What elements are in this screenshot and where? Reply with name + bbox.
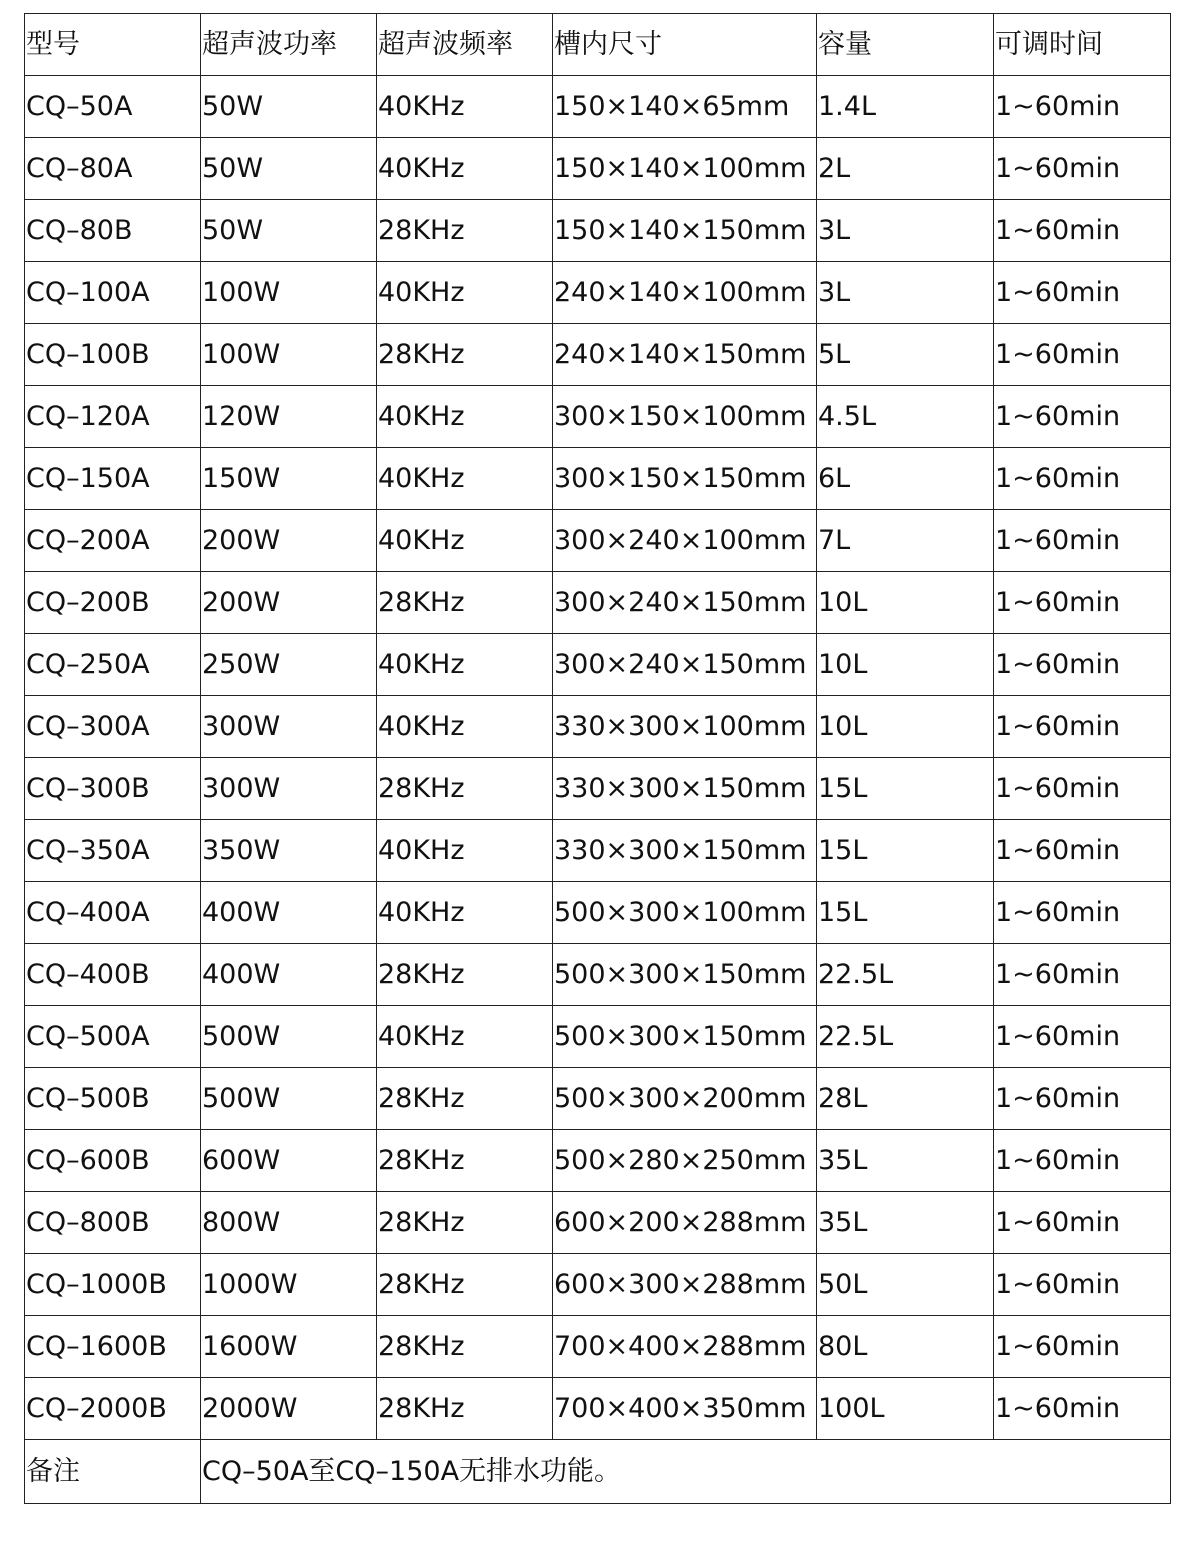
table-row bbox=[25, 882, 1171, 944]
cell-time: 1~60min bbox=[994, 696, 1171, 758]
cell-tank-size: 300×150×150mm bbox=[553, 448, 817, 510]
table-row bbox=[25, 200, 1171, 262]
cell-tank-size: 500×300×150mm bbox=[553, 944, 817, 1006]
cell-power: 350W bbox=[201, 820, 377, 882]
cell-frequency: 28KHz bbox=[377, 200, 553, 262]
table-row bbox=[25, 1378, 1171, 1440]
table-row bbox=[25, 1130, 1171, 1192]
table-row bbox=[25, 1254, 1171, 1316]
cell-frequency: 28KHz bbox=[377, 1254, 553, 1316]
cell-capacity: 15L bbox=[817, 820, 994, 882]
cell-time: 1~60min bbox=[994, 1378, 1171, 1440]
cell-capacity: 50L bbox=[817, 1254, 994, 1316]
cell-tank-size: 330×300×100mm bbox=[553, 696, 817, 758]
table-row bbox=[25, 572, 1171, 634]
cell-capacity: 6L bbox=[817, 448, 994, 510]
cell-model: CQ–300B bbox=[25, 758, 201, 820]
cell-model: CQ–100B bbox=[25, 324, 201, 386]
cell-frequency: 40KHz bbox=[377, 820, 553, 882]
cell-tank-size: 150×140×65mm bbox=[553, 76, 817, 138]
cell-time: 1~60min bbox=[994, 448, 1171, 510]
cell-capacity: 15L bbox=[817, 758, 994, 820]
cell-model: CQ–50A bbox=[25, 76, 201, 138]
cell-model: CQ–300A bbox=[25, 696, 201, 758]
note-text: CQ–50A至CQ–150A无排水功能。 bbox=[201, 1440, 1171, 1504]
cell-frequency: 28KHz bbox=[377, 1130, 553, 1192]
table-row bbox=[25, 1316, 1171, 1378]
cell-capacity: 2L bbox=[817, 138, 994, 200]
cell-capacity: 15L bbox=[817, 882, 994, 944]
header-ultrasonic-power: 超声波功率 bbox=[201, 14, 377, 76]
cell-frequency: 40KHz bbox=[377, 510, 553, 572]
cell-power: 50W bbox=[201, 200, 377, 262]
cell-capacity: 22.5L bbox=[817, 944, 994, 1006]
header-model: 型号 bbox=[25, 14, 201, 76]
cell-frequency: 40KHz bbox=[377, 1006, 553, 1068]
table-row bbox=[25, 262, 1171, 324]
cell-frequency: 28KHz bbox=[377, 324, 553, 386]
cell-power: 2000W bbox=[201, 1378, 377, 1440]
cell-tank-size: 500×300×200mm bbox=[553, 1068, 817, 1130]
cell-power: 50W bbox=[201, 76, 377, 138]
cell-time: 1~60min bbox=[994, 1316, 1171, 1378]
cell-time: 1~60min bbox=[994, 1192, 1171, 1254]
note-label: 备注 bbox=[25, 1440, 201, 1504]
cell-frequency: 40KHz bbox=[377, 696, 553, 758]
cell-capacity: 3L bbox=[817, 200, 994, 262]
cell-power: 500W bbox=[201, 1068, 377, 1130]
cell-capacity: 1.4L bbox=[817, 76, 994, 138]
cell-tank-size: 330×300×150mm bbox=[553, 820, 817, 882]
table-row bbox=[25, 448, 1171, 510]
cell-model: CQ–250A bbox=[25, 634, 201, 696]
cell-time: 1~60min bbox=[994, 262, 1171, 324]
cell-power: 150W bbox=[201, 448, 377, 510]
cell-model: CQ–2000B bbox=[25, 1378, 201, 1440]
header-capacity: 容量 bbox=[817, 14, 994, 76]
cell-tank-size: 300×240×100mm bbox=[553, 510, 817, 572]
cell-time: 1~60min bbox=[994, 572, 1171, 634]
note-row bbox=[25, 1440, 1171, 1504]
cell-capacity: 7L bbox=[817, 510, 994, 572]
cell-frequency: 40KHz bbox=[377, 634, 553, 696]
cell-capacity: 4.5L bbox=[817, 386, 994, 448]
table-row bbox=[25, 696, 1171, 758]
cell-capacity: 5L bbox=[817, 324, 994, 386]
cell-capacity: 80L bbox=[817, 1316, 994, 1378]
cell-model: CQ–150A bbox=[25, 448, 201, 510]
header-tank-inner-size: 槽内尺寸 bbox=[553, 14, 817, 76]
cell-model: CQ–600B bbox=[25, 1130, 201, 1192]
cell-frequency: 28KHz bbox=[377, 758, 553, 820]
cell-time: 1~60min bbox=[994, 1068, 1171, 1130]
cell-time: 1~60min bbox=[994, 1006, 1171, 1068]
cell-model: CQ–350A bbox=[25, 820, 201, 882]
cell-frequency: 28KHz bbox=[377, 1378, 553, 1440]
cell-time: 1~60min bbox=[994, 758, 1171, 820]
table-row bbox=[25, 1192, 1171, 1254]
cell-capacity: 10L bbox=[817, 572, 994, 634]
cell-capacity: 22.5L bbox=[817, 1006, 994, 1068]
cell-capacity: 35L bbox=[817, 1130, 994, 1192]
cell-frequency: 28KHz bbox=[377, 1068, 553, 1130]
cell-power: 50W bbox=[201, 138, 377, 200]
cell-frequency: 28KHz bbox=[377, 944, 553, 1006]
cell-power: 1000W bbox=[201, 1254, 377, 1316]
cell-model: CQ–100A bbox=[25, 262, 201, 324]
cell-time: 1~60min bbox=[994, 820, 1171, 882]
cell-tank-size: 500×300×100mm bbox=[553, 882, 817, 944]
cell-frequency: 40KHz bbox=[377, 386, 553, 448]
table-row bbox=[25, 76, 1171, 138]
cell-tank-size: 500×280×250mm bbox=[553, 1130, 817, 1192]
header-adjustable-time: 可调时间 bbox=[994, 14, 1171, 76]
cell-tank-size: 700×400×350mm bbox=[553, 1378, 817, 1440]
cell-time: 1~60min bbox=[994, 1130, 1171, 1192]
table-row bbox=[25, 386, 1171, 448]
cell-tank-size: 240×140×150mm bbox=[553, 324, 817, 386]
cell-tank-size: 240×140×100mm bbox=[553, 262, 817, 324]
cell-power: 300W bbox=[201, 758, 377, 820]
table-row bbox=[25, 1006, 1171, 1068]
cell-model: CQ–200B bbox=[25, 572, 201, 634]
cell-frequency: 40KHz bbox=[377, 76, 553, 138]
cell-time: 1~60min bbox=[994, 324, 1171, 386]
table-row bbox=[25, 820, 1171, 882]
cell-model: CQ–200A bbox=[25, 510, 201, 572]
cell-capacity: 28L bbox=[817, 1068, 994, 1130]
cell-capacity: 100L bbox=[817, 1378, 994, 1440]
cell-time: 1~60min bbox=[994, 510, 1171, 572]
cell-frequency: 28KHz bbox=[377, 1192, 553, 1254]
cell-time: 1~60min bbox=[994, 1254, 1171, 1316]
table-row bbox=[25, 634, 1171, 696]
cell-tank-size: 300×240×150mm bbox=[553, 572, 817, 634]
cell-power: 250W bbox=[201, 634, 377, 696]
cell-time: 1~60min bbox=[994, 634, 1171, 696]
cell-tank-size: 600×300×288mm bbox=[553, 1254, 817, 1316]
cell-frequency: 40KHz bbox=[377, 448, 553, 510]
cell-tank-size: 300×150×100mm bbox=[553, 386, 817, 448]
cell-time: 1~60min bbox=[994, 386, 1171, 448]
cell-frequency: 40KHz bbox=[377, 882, 553, 944]
cell-time: 1~60min bbox=[994, 944, 1171, 1006]
cell-capacity: 10L bbox=[817, 696, 994, 758]
cell-model: CQ–500A bbox=[25, 1006, 201, 1068]
cell-model: CQ–80A bbox=[25, 138, 201, 200]
cell-power: 120W bbox=[201, 386, 377, 448]
cell-capacity: 10L bbox=[817, 634, 994, 696]
cell-model: CQ–120A bbox=[25, 386, 201, 448]
cell-time: 1~60min bbox=[994, 882, 1171, 944]
cell-tank-size: 150×140×150mm bbox=[553, 200, 817, 262]
cell-power: 200W bbox=[201, 572, 377, 634]
cell-model: CQ–1600B bbox=[25, 1316, 201, 1378]
table-row bbox=[25, 324, 1171, 386]
cell-frequency: 28KHz bbox=[377, 572, 553, 634]
cell-power: 100W bbox=[201, 262, 377, 324]
cell-tank-size: 150×140×100mm bbox=[553, 138, 817, 200]
table-row bbox=[25, 758, 1171, 820]
cell-tank-size: 700×400×288mm bbox=[553, 1316, 817, 1378]
cell-power: 200W bbox=[201, 510, 377, 572]
table-row bbox=[25, 510, 1171, 572]
cell-power: 600W bbox=[201, 1130, 377, 1192]
cell-capacity: 35L bbox=[817, 1192, 994, 1254]
cell-model: CQ–80B bbox=[25, 200, 201, 262]
cell-model: CQ–400A bbox=[25, 882, 201, 944]
cell-tank-size: 300×240×150mm bbox=[553, 634, 817, 696]
header-row bbox=[25, 14, 1171, 76]
cell-power: 1600W bbox=[201, 1316, 377, 1378]
spec-table-body bbox=[25, 14, 1171, 1504]
cell-power: 100W bbox=[201, 324, 377, 386]
table-row bbox=[25, 138, 1171, 200]
spec-table bbox=[24, 13, 1171, 1504]
table-row bbox=[25, 944, 1171, 1006]
cell-tank-size: 330×300×150mm bbox=[553, 758, 817, 820]
cell-time: 1~60min bbox=[994, 200, 1171, 262]
cell-model: CQ–1000B bbox=[25, 1254, 201, 1316]
cell-frequency: 40KHz bbox=[377, 262, 553, 324]
cell-time: 1~60min bbox=[994, 138, 1171, 200]
cell-tank-size: 600×200×288mm bbox=[553, 1192, 817, 1254]
cell-power: 500W bbox=[201, 1006, 377, 1068]
cell-model: CQ–800B bbox=[25, 1192, 201, 1254]
cell-power: 300W bbox=[201, 696, 377, 758]
cell-frequency: 28KHz bbox=[377, 1316, 553, 1378]
cell-power: 800W bbox=[201, 1192, 377, 1254]
table-row bbox=[25, 1068, 1171, 1130]
cell-capacity: 3L bbox=[817, 262, 994, 324]
cell-model: CQ–400B bbox=[25, 944, 201, 1006]
cell-power: 400W bbox=[201, 882, 377, 944]
cell-power: 400W bbox=[201, 944, 377, 1006]
cell-time: 1~60min bbox=[994, 76, 1171, 138]
cell-frequency: 40KHz bbox=[377, 138, 553, 200]
cell-model: CQ–500B bbox=[25, 1068, 201, 1130]
header-ultrasonic-frequency: 超声波频率 bbox=[377, 14, 553, 76]
cell-tank-size: 500×300×150mm bbox=[553, 1006, 817, 1068]
